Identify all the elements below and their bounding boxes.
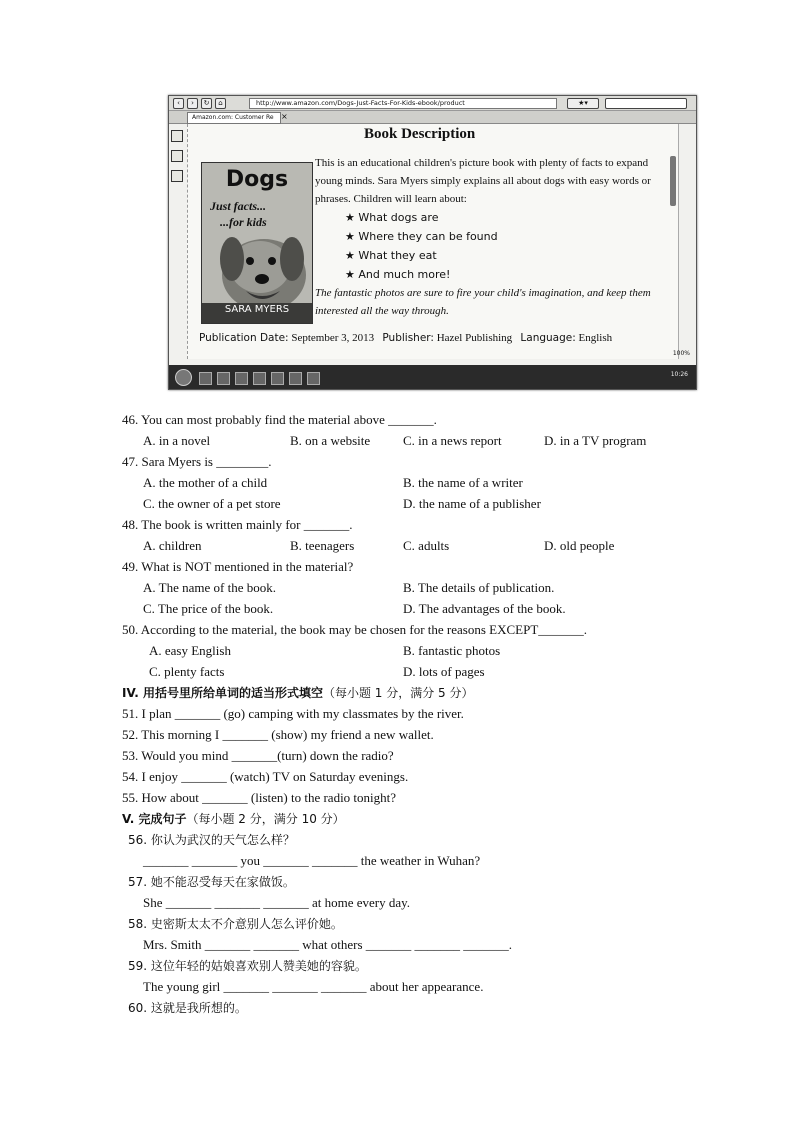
option: B. on a website xyxy=(290,433,371,448)
tab-bar xyxy=(169,111,696,124)
home-icon[interactable]: ⌂ xyxy=(215,98,226,109)
option: B. the name of a writer xyxy=(403,475,523,490)
question-48: 48. The book is written mainly for _______. xyxy=(122,517,353,532)
learn-list xyxy=(345,208,498,284)
fill-item-53: 53. Would you mind _______(turn) down the radio? xyxy=(122,748,394,763)
learn-item: ★ What they eat xyxy=(345,249,437,262)
address-bar[interactable]: http://www.amazon.com/Dogs-Just-Facts-For-Kids-ebook/product xyxy=(249,98,557,109)
option: A. in a novel xyxy=(143,433,211,448)
option: A. easy English xyxy=(149,643,231,658)
app-icon[interactable] xyxy=(271,372,284,385)
fill-item-51: 51. I plan _______ (go) camping with my classmates by the river. xyxy=(122,706,464,721)
sentence-57-cn: 57. 她不能忍受每天在家做饭。 xyxy=(128,875,295,889)
cover-subtitle-2: ...for kids xyxy=(220,215,267,229)
bookmarks-icon[interactable] xyxy=(171,130,183,142)
learn-item: ★ Where they can be found xyxy=(345,230,498,243)
fill-item-54: 54. I enjoy _______ (watch) TV on Saturday evenings. xyxy=(122,769,409,784)
cover-subtitle-1: Just facts... xyxy=(210,199,267,213)
sentence-59-en: The young girl _______ _______ _______ about her appearance. xyxy=(143,979,484,994)
question-47: 47. Sara Myers is ________. xyxy=(122,454,272,469)
option: D. lots of pages xyxy=(403,664,485,679)
option: D. old people xyxy=(544,538,615,553)
tab-amazon[interactable]: Amazon.com: Customer Re xyxy=(187,112,281,124)
app-icon[interactable] xyxy=(235,372,248,385)
option: A. children xyxy=(143,538,202,553)
refresh-icon[interactable]: ↻ xyxy=(201,98,212,109)
section-iv-heading: IV. 用括号里所给单词的适当形式填空（每小题 1 分，满分 5 分） xyxy=(122,686,474,700)
taskbar-clock: 10:26 xyxy=(670,371,688,378)
sentence-59-cn: 59. 这位年轻的姑娘喜欢别人赞美她的容貌。 xyxy=(128,959,367,973)
app-icon[interactable] xyxy=(289,372,302,385)
option: C. The price of the book. xyxy=(143,601,274,616)
option: C. plenty facts xyxy=(149,664,225,679)
fill-item-55: 55. How about _______ (listen) to the radio tonight? xyxy=(122,790,397,805)
book-description-text: This is an educational children's picture book with plenty of facts to expand young minds. Sara Myers simply explains all about dogs with easy words or phrases. Children will learn about: xyxy=(315,157,651,205)
settings-icon[interactable] xyxy=(171,170,183,182)
status-bar xyxy=(169,348,696,360)
start-button[interactable] xyxy=(175,369,192,386)
option: D. in a TV program xyxy=(544,433,647,448)
sentence-58-cn: 58. 史密斯太太不介意别人怎么评价她。 xyxy=(128,917,343,931)
book-cover xyxy=(201,162,313,324)
bookmark-icon[interactable]: ★▾ xyxy=(567,98,599,109)
question-50: 50. According to the material, the book may be chosen for the reasons EXCEPT_______. xyxy=(122,622,588,637)
cover-author: SARA MYERS xyxy=(224,304,290,315)
sentence-56-cn: 56. 你认为武汉的天气怎么样？ xyxy=(128,833,295,847)
option: A. The name of the book. xyxy=(143,580,276,595)
book-description-heading: Book Description xyxy=(364,126,476,142)
app-icon[interactable] xyxy=(199,372,212,385)
sentence-56-en: _______ _______ you _______ _______ the weather in Wuhan? xyxy=(143,853,481,868)
fill-item-52: 52. This morning I _______ (show) my friend a new wallet. xyxy=(122,727,434,742)
option: C. in a news report xyxy=(403,433,502,448)
learn-item: ★ And much more! xyxy=(345,268,451,281)
taskbar xyxy=(169,365,696,389)
app-icon[interactable] xyxy=(307,372,320,385)
option: B. The details of publication. xyxy=(403,580,555,595)
forward-icon[interactable]: › xyxy=(187,98,198,109)
zoom-level[interactable]: 100% xyxy=(672,350,690,357)
option: C. the owner of a pet store xyxy=(143,496,281,511)
search-input[interactable] xyxy=(605,98,687,109)
section-v-heading: V. 完成句子（每小题 2 分，满分 10 分） xyxy=(122,812,345,826)
option: B. teenagers xyxy=(290,538,355,553)
browser-toolbar xyxy=(169,96,696,111)
publication-info: Publication Date: September 3, 2013 Publisher: Hazel Publishing Language: English xyxy=(199,332,613,344)
learn-item: ★ What dogs are xyxy=(345,211,439,224)
back-icon[interactable]: ‹ xyxy=(173,98,184,109)
sentence-57-en: She _______ _______ _______ at home every day. xyxy=(143,895,411,910)
option: D. the name of a publisher xyxy=(403,496,541,511)
sidebar xyxy=(171,130,185,190)
sentence-58-en: Mrs. Smith _______ _______ what others _______ _______ _______. xyxy=(143,937,513,952)
app-icon[interactable] xyxy=(217,372,230,385)
question-46: 46. You can most probably find the material above _______. xyxy=(122,412,437,427)
cover-title: Dogs xyxy=(225,167,289,192)
closing-text: The fantastic photos are sure to fire your child's imagination, and keep them interested all the way through. xyxy=(315,287,651,317)
question-49: 49. What is NOT mentioned in the material? xyxy=(122,559,354,574)
app-icon[interactable] xyxy=(253,372,266,385)
option: D. The advantages of the book. xyxy=(403,601,566,616)
close-icon[interactable]: × xyxy=(281,112,288,121)
history-icon[interactable] xyxy=(171,150,183,162)
sentence-60-cn: 60. 这就是我所想的。 xyxy=(128,1001,247,1015)
browser-screenshot xyxy=(168,95,697,390)
option: B. fantastic photos xyxy=(403,643,501,658)
option: A. the mother of a child xyxy=(143,475,268,490)
option: C. adults xyxy=(403,538,450,553)
